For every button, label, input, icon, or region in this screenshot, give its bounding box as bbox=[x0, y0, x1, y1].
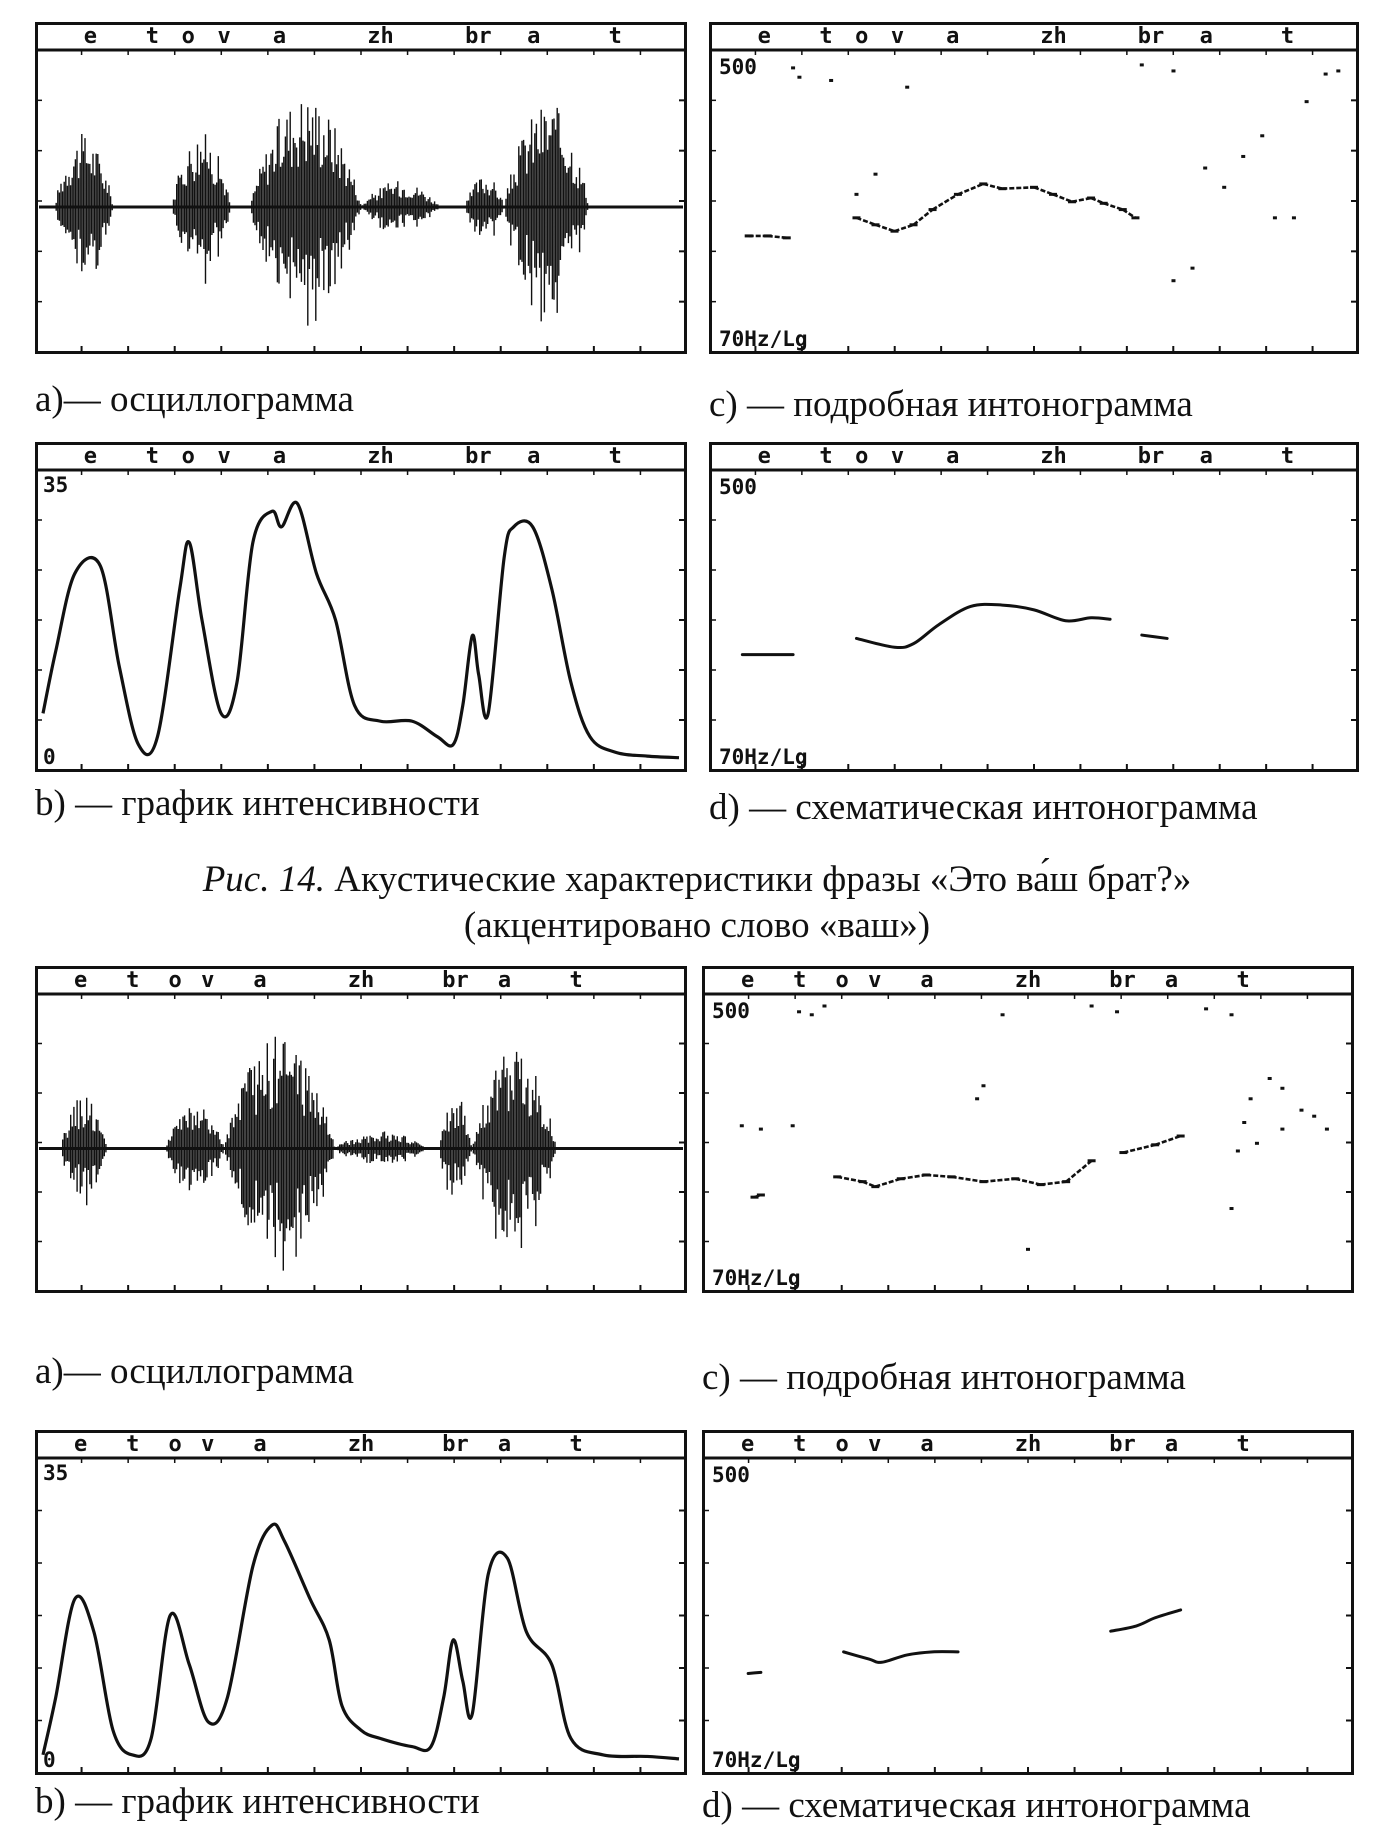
segment-label: e bbox=[757, 444, 771, 469]
panel-frame bbox=[704, 1432, 1353, 1774]
segment-label: a bbox=[527, 24, 541, 49]
segment-label: a bbox=[253, 968, 267, 993]
f0-min-label: 70Hz/Lg bbox=[719, 327, 808, 351]
segment-label: o bbox=[855, 24, 869, 49]
segment-label: v bbox=[890, 444, 905, 469]
segment-label: o bbox=[835, 1432, 849, 1457]
pitch-segment-2 bbox=[1142, 635, 1167, 638]
contour-segment bbox=[876, 225, 895, 231]
chart-fig15-b bbox=[35, 1430, 687, 1775]
caption-fig14-c: c) — подробная интонограмма bbox=[709, 384, 1193, 425]
intensity-min-label: 0 bbox=[43, 745, 56, 769]
segment-label: o bbox=[168, 1432, 182, 1457]
scatter-point bbox=[791, 1124, 795, 1127]
segment-label: t bbox=[1236, 968, 1250, 993]
chart-fig14-c bbox=[709, 22, 1359, 354]
segment-label: zh bbox=[367, 444, 394, 469]
segment-label: a bbox=[272, 24, 287, 49]
scatter-point bbox=[1230, 1207, 1234, 1210]
scatter-point bbox=[1171, 69, 1175, 72]
scatter-point bbox=[1312, 1115, 1316, 1118]
pitch-segment-1 bbox=[856, 604, 1110, 647]
f0-min-label: 70Hz/Lg bbox=[719, 745, 808, 769]
panel-fig15-schematic-intonogram bbox=[702, 1430, 1354, 1775]
chart-fig15-d bbox=[702, 1430, 1354, 1775]
segment-label: e bbox=[74, 968, 88, 993]
segment-label: t bbox=[569, 968, 583, 993]
segment-label: o bbox=[855, 444, 869, 469]
waveform-burst-2 bbox=[250, 104, 360, 326]
segment-label: br bbox=[442, 968, 469, 993]
contour-segment bbox=[1123, 1145, 1155, 1153]
panel-fig15-detailed-intonogram bbox=[702, 966, 1354, 1293]
scatter-point bbox=[740, 1124, 744, 1127]
contour-segment bbox=[1066, 1161, 1091, 1182]
scatter-point bbox=[1273, 216, 1277, 219]
f0-min-label: 70Hz/Lg bbox=[712, 1266, 801, 1290]
segment-label: br bbox=[465, 444, 492, 469]
segment-label: v bbox=[201, 1432, 215, 1457]
segment-label: t bbox=[1236, 1432, 1250, 1457]
panel-border bbox=[37, 968, 686, 1292]
scatter-point bbox=[797, 1010, 801, 1013]
scatter-point bbox=[1236, 1149, 1240, 1152]
segment-label: a bbox=[946, 24, 960, 49]
intensity-curve bbox=[43, 1524, 679, 1759]
scatter-point bbox=[1268, 1077, 1272, 1080]
scatter-point bbox=[1222, 186, 1226, 189]
scatter-point bbox=[1325, 1128, 1329, 1131]
figure-caption bbox=[0, 858, 1394, 902]
contour-segment bbox=[1072, 198, 1091, 202]
panel-frame bbox=[37, 24, 686, 353]
segment-label: a bbox=[527, 444, 541, 469]
segment-label: zh bbox=[1014, 1432, 1042, 1457]
chart-fig15-c bbox=[702, 966, 1354, 1293]
segment-label: zh bbox=[347, 1432, 375, 1457]
panel-border bbox=[704, 1432, 1353, 1774]
scatter-point bbox=[1292, 216, 1296, 219]
segment-label: e bbox=[741, 1432, 755, 1457]
segment-label: v bbox=[890, 24, 905, 49]
panel-frame bbox=[37, 1432, 686, 1774]
panel-frame bbox=[704, 968, 1353, 1292]
segment-label: t bbox=[793, 968, 807, 993]
segment-label: e bbox=[83, 24, 98, 49]
f0-min-label: 70Hz/Lg bbox=[712, 1748, 801, 1772]
chart-fig15-a bbox=[35, 966, 687, 1293]
pitch-segment-2 bbox=[1111, 1610, 1181, 1631]
segment-label: t bbox=[1280, 24, 1295, 49]
segment-label: a bbox=[1164, 1432, 1179, 1457]
contour-segment bbox=[856, 218, 875, 225]
scatter-point bbox=[1260, 134, 1264, 137]
figure-label: Рис. 14. bbox=[202, 859, 325, 900]
segment-label: a bbox=[497, 1432, 512, 1457]
waveform-burst-1 bbox=[172, 134, 230, 284]
scatter-point bbox=[1242, 1121, 1246, 1124]
segment-label: a bbox=[497, 968, 512, 993]
contour-segment bbox=[875, 1179, 900, 1187]
scatter-point bbox=[905, 86, 909, 89]
contour-segment bbox=[1155, 1136, 1180, 1145]
segment-label: t bbox=[126, 968, 140, 993]
scatter-point bbox=[854, 193, 858, 196]
scatter-point bbox=[1001, 1013, 1005, 1016]
contour-segment bbox=[914, 210, 933, 225]
segment-label: t bbox=[819, 24, 833, 49]
segment-label: br bbox=[1137, 24, 1165, 49]
intensity-max-label: 35 bbox=[43, 1461, 69, 1485]
segment-label: o bbox=[835, 968, 849, 993]
contour-segment bbox=[952, 1177, 984, 1182]
pitch-segment-1 bbox=[844, 1652, 958, 1663]
scatter-point bbox=[1090, 1005, 1094, 1008]
panel-frame bbox=[37, 444, 686, 771]
caption-fig14-a: a)— осциллограмма bbox=[35, 379, 354, 420]
segment-label: t bbox=[145, 444, 159, 469]
contour-segment bbox=[1041, 1182, 1066, 1185]
segment-label: v bbox=[868, 1432, 882, 1457]
figure-caption-line2: (акцентировано слово «ваш») bbox=[463, 905, 931, 946]
waveform-burst-3 bbox=[361, 181, 438, 229]
figure-caption-line1: Акустические характеристики фразы «Это ва́ш брат?» bbox=[334, 859, 1192, 900]
contour-segment bbox=[1104, 203, 1123, 209]
segment-label: a bbox=[946, 444, 960, 469]
segment-label: t bbox=[608, 24, 622, 49]
panel-fig14-intensity bbox=[35, 442, 687, 772]
contour-segment bbox=[933, 194, 958, 209]
scatter-point bbox=[1241, 155, 1245, 158]
scatter-point bbox=[1255, 1142, 1259, 1145]
panel-fig14-oscillogram bbox=[35, 22, 687, 354]
scatter-point bbox=[874, 173, 878, 176]
intensity-min-label: 0 bbox=[43, 1748, 56, 1772]
contour-segment bbox=[983, 1179, 1015, 1182]
segment-label: br bbox=[1137, 444, 1165, 469]
contour-segment bbox=[863, 1182, 876, 1187]
scatter-point bbox=[1115, 1010, 1119, 1013]
segment-label: t bbox=[1280, 444, 1295, 469]
scatter-point bbox=[981, 1084, 985, 1087]
segment-label: br bbox=[1109, 1432, 1136, 1457]
scatter-point bbox=[975, 1097, 979, 1100]
segment-label: t bbox=[819, 444, 833, 469]
scatter-point bbox=[1280, 1128, 1284, 1131]
segment-label: t bbox=[608, 444, 622, 469]
waveform-burst-2 bbox=[224, 1037, 334, 1271]
contour-segment bbox=[1002, 187, 1034, 188]
panel-border bbox=[704, 968, 1353, 1292]
caption-fig15-c: c) — подробная интонограмма bbox=[702, 1357, 1186, 1398]
chart-fig14-d bbox=[709, 442, 1359, 772]
chart-fig14-a bbox=[35, 22, 687, 354]
segment-label: v bbox=[217, 444, 231, 469]
caption-fig14-b: b) — график интенсивности bbox=[35, 783, 480, 824]
segment-label: v bbox=[868, 968, 882, 993]
waveform-burst-5 bbox=[472, 1052, 555, 1248]
segment-label: v bbox=[201, 968, 215, 993]
scatter-point bbox=[1203, 167, 1207, 170]
segment-label: t bbox=[569, 1432, 583, 1457]
contour-segment bbox=[895, 225, 914, 231]
segment-label: br bbox=[442, 1432, 469, 1457]
panel-fig14-schematic-intonogram bbox=[709, 442, 1359, 772]
contour-segment bbox=[768, 236, 787, 238]
segment-label: e bbox=[83, 444, 98, 469]
contour-segment bbox=[983, 184, 1002, 189]
segment-label: a bbox=[920, 968, 934, 993]
segment-label: a bbox=[1199, 24, 1213, 49]
segment-label: t bbox=[145, 24, 159, 49]
segment-label: o bbox=[181, 444, 195, 469]
scatter-point bbox=[1140, 63, 1144, 66]
segment-label: zh bbox=[1014, 968, 1042, 993]
contour-segment bbox=[837, 1177, 862, 1182]
contour-segment bbox=[958, 184, 983, 194]
segment-label: e bbox=[741, 968, 755, 993]
caption-fig15-b: b) — график интенсивности bbox=[35, 1781, 480, 1822]
panel-border bbox=[37, 1432, 686, 1774]
panel-border bbox=[711, 444, 1358, 771]
intensity-curve bbox=[43, 502, 679, 757]
panel-border bbox=[37, 24, 686, 353]
scatter-point bbox=[822, 1005, 826, 1008]
segment-label: o bbox=[168, 968, 182, 993]
scatter-point bbox=[1026, 1248, 1030, 1251]
caption-fig15-a: a)— осциллограмма bbox=[35, 1351, 354, 1392]
segment-label: a bbox=[1164, 968, 1179, 993]
segment-label: zh bbox=[367, 24, 394, 49]
intensity-max-label: 35 bbox=[43, 473, 69, 497]
contour-segment bbox=[926, 1175, 951, 1177]
contour-segment bbox=[1091, 198, 1104, 203]
segment-label: o bbox=[181, 24, 195, 49]
pitch-segment-0 bbox=[748, 1672, 761, 1673]
scatter-point bbox=[1324, 73, 1328, 76]
scatter-point bbox=[1305, 100, 1309, 103]
f0-max-label: 500 bbox=[719, 55, 757, 79]
contour-segment bbox=[1015, 1179, 1040, 1185]
contour-segment bbox=[1034, 187, 1053, 194]
scatter-point bbox=[1299, 1109, 1303, 1112]
contour-segment bbox=[1053, 194, 1072, 201]
segment-label: t bbox=[793, 1432, 807, 1457]
waveform-burst-5 bbox=[504, 108, 587, 322]
segment-label: t bbox=[126, 1432, 140, 1457]
scatter-point bbox=[1191, 267, 1195, 270]
segment-label: zh bbox=[1040, 24, 1067, 49]
panel-fig15-oscillogram bbox=[35, 966, 687, 1293]
segment-label: br bbox=[465, 24, 492, 49]
scatter-point bbox=[829, 79, 833, 82]
scatter-point bbox=[1171, 279, 1175, 282]
segment-label: zh bbox=[1040, 444, 1067, 469]
contour-segment bbox=[901, 1175, 926, 1179]
segment-label: a bbox=[272, 444, 287, 469]
waveform-burst-0 bbox=[55, 134, 113, 271]
segment-label: a bbox=[920, 1432, 934, 1457]
panel-frame bbox=[711, 444, 1358, 771]
waveform-burst-0 bbox=[61, 1098, 106, 1206]
scatter-point bbox=[791, 66, 795, 69]
panel-fig14-detailed-intonogram bbox=[709, 22, 1359, 354]
scatter-point bbox=[759, 1128, 763, 1131]
scatter-point bbox=[810, 1013, 814, 1016]
scatter-point bbox=[1336, 69, 1340, 72]
scatter-point bbox=[1280, 1087, 1284, 1090]
scatter-point bbox=[1204, 1007, 1208, 1010]
panel-fig15-intensity bbox=[35, 1430, 687, 1775]
waveform-burst-4 bbox=[465, 179, 503, 235]
scatter-point bbox=[797, 76, 801, 79]
segment-label: a bbox=[1199, 444, 1213, 469]
waveform-burst-1 bbox=[165, 1108, 223, 1190]
segment-label: zh bbox=[347, 968, 375, 993]
segment-label: e bbox=[757, 24, 771, 49]
scatter-point bbox=[1249, 1097, 1253, 1100]
panel-frame bbox=[37, 968, 686, 1292]
segment-label: e bbox=[74, 1432, 88, 1457]
chart-fig14-b bbox=[35, 442, 687, 772]
segment-label: v bbox=[217, 24, 231, 49]
panel-border bbox=[37, 444, 686, 771]
f0-max-label: 500 bbox=[712, 999, 750, 1023]
segment-label: br bbox=[1109, 968, 1136, 993]
f0-max-label: 500 bbox=[712, 1463, 750, 1487]
segment-label: a bbox=[253, 1432, 267, 1457]
caption-fig15-d: d) — схематическая интонограмма bbox=[702, 1785, 1251, 1826]
scatter-point bbox=[1230, 1013, 1234, 1016]
f0-max-label: 500 bbox=[719, 475, 757, 499]
waveform-burst-4 bbox=[439, 1102, 471, 1195]
caption-fig14-d: d) — схематическая интонограмма bbox=[709, 787, 1258, 828]
